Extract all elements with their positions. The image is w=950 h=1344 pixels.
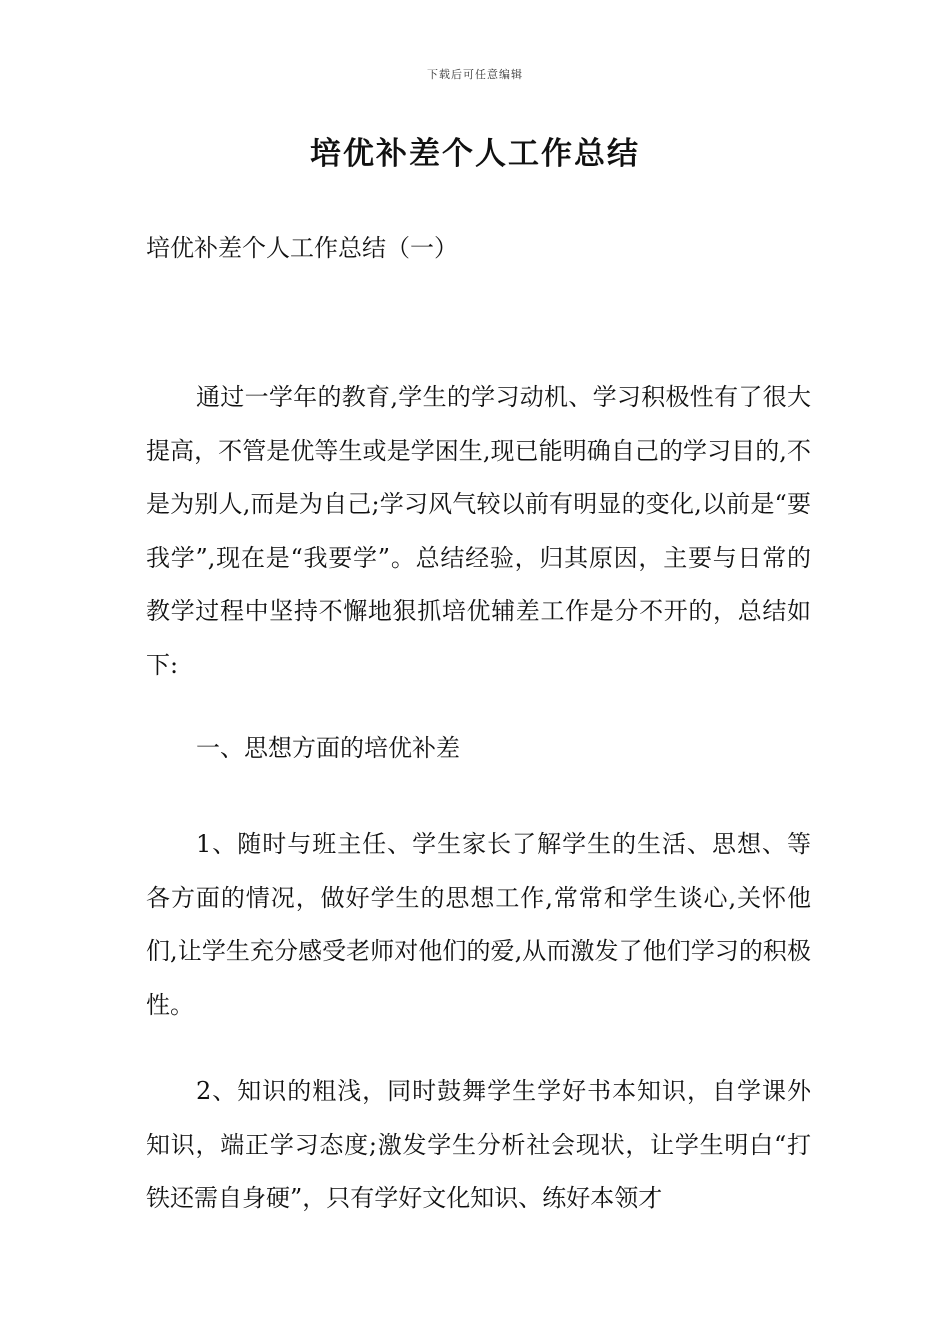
- section-heading-thought: 一、思想方面的培优补差: [196, 734, 460, 762]
- document-title: 培优补差个人工作总结: [310, 136, 640, 172]
- header-note: 下载后可任意编辑: [427, 68, 523, 81]
- list-item-one-paragraph: 1、随时与班主任、学生家长了解学生的生活、思想、等各方面的情况，做好学生的思想工作,常常和学生谈心,关怀他们,让学生充分感受老师对他们的爱,从而激发了他们学习的积极性。: [146, 830, 811, 1019]
- document-subtitle: 培优补差个人工作总结（一）: [146, 234, 458, 262]
- intro-paragraph: 通过一学年的教育,学生的学习动机、学习积极性有了很大提高，不管是优等生或是学困生,现已能明确自己的学习目的,不是为别人,而是为自己;学习风气较以前有明显的变化,以前是“要我学”,现在是“我要学”。总结经验，归其原因，主要与日常的教学过程中坚持不懈地狠抓培优辅差工作是分不开的，总结如下:: [146, 383, 811, 679]
- list-item-two-paragraph: 2、知识的粗浅，同时鼓舞学生学好书本知识，自学课外知识，端正学习态度;激发学生分析社会现状，让学生明白“打铁还需自身硬”，只有学好文化知识、练好本领才: [146, 1077, 811, 1212]
